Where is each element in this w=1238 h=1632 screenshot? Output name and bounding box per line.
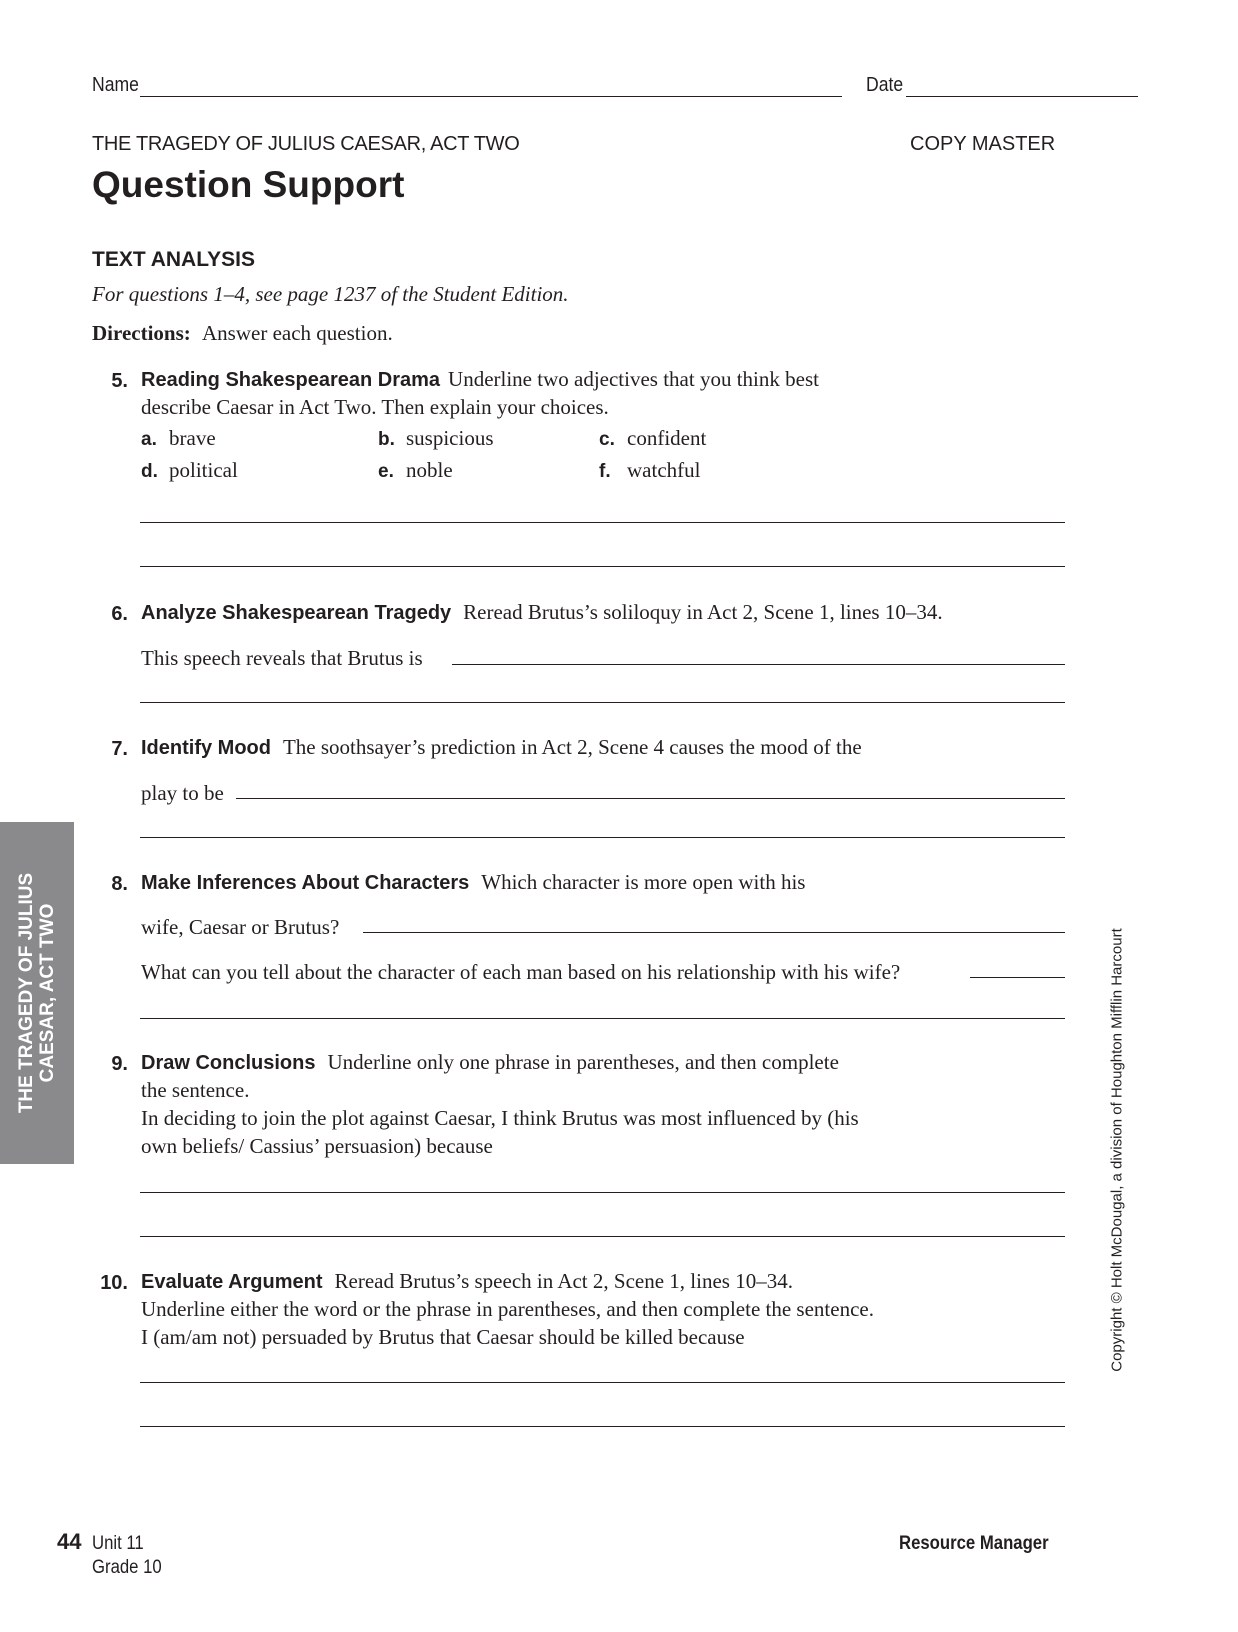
date-label: Date (866, 74, 904, 96)
question-7-heading: Identify Mood (141, 737, 271, 759)
option-f[interactable]: f. watchful (599, 458, 701, 482)
question-10-heading: Evaluate Argument (141, 1271, 323, 1293)
question-number-9: 9. (111, 1053, 128, 1075)
question-8-line-2: wife, Caesar or Brutus? (141, 915, 340, 939)
option-c[interactable]: c. confident (599, 426, 707, 450)
answer-line[interactable] (140, 837, 1065, 838)
answer-line[interactable] (363, 932, 1065, 933)
name-label: Name (92, 74, 139, 96)
option-b[interactable]: b. suspicious (378, 426, 494, 450)
question-10-line-1: Evaluate Argument Reread Brutus’s speech in Act 2, Scene 1, lines 10–34. (141, 1269, 793, 1293)
question-9-line-4: own beliefs/ Cassius’ persuasion) because (141, 1134, 493, 1158)
resource-manager-label: Resource Manager (899, 1533, 1049, 1554)
answer-line[interactable] (140, 1192, 1065, 1193)
question-7-line-2: play to be (141, 781, 224, 805)
answer-line[interactable] (970, 977, 1065, 978)
unit-label: Unit 11 (92, 1533, 144, 1554)
directions-text: Answer each question. (202, 321, 393, 345)
question-7-line-1: Identify Mood The soothsayer’s prediction in Act 2, Scene 4 causes the mood of the (141, 735, 862, 759)
question-5-line-1: Reading Shakespearean Drama Underline two adjectives that you think best (141, 367, 819, 391)
question-9-line-2: the sentence. (141, 1078, 250, 1102)
question-8-heading: Make Inferences About Characters (141, 872, 470, 894)
page-number: 44 (57, 1529, 82, 1554)
question-number-8: 8. (111, 873, 128, 895)
option-d[interactable]: d. political (141, 458, 238, 482)
answer-line[interactable] (140, 1018, 1065, 1019)
question-8-line-1: Make Inferences About Characters Which character is more open with his (141, 870, 806, 894)
answer-line[interactable] (236, 798, 1065, 799)
directions-label: Directions: (92, 321, 191, 345)
question-10-line-2: Underline either the word or the phrase in parentheses, and then complete the sentence. (141, 1297, 874, 1321)
question-6-heading: Analyze Shakespearean Tragedy (141, 602, 452, 624)
question-number-10: 10. (100, 1272, 128, 1294)
question-10-line-3: I (am/am not) persuaded by Brutus that Caesar should be killed because (141, 1325, 745, 1349)
answer-line[interactable] (140, 522, 1065, 523)
copy-master-label: COPY MASTER (910, 133, 1056, 155)
directions (92, 321, 393, 346)
question-5-line-2: describe Caesar in Act Two. Then explain your choices. (141, 395, 609, 419)
question-number-7: 7. (111, 738, 128, 760)
student-edition-note: For questions 1–4, see page 1237 of the Student Edition. (92, 282, 569, 306)
answer-line[interactable] (140, 566, 1065, 567)
date-field-line[interactable] (906, 96, 1138, 97)
question-6-line-2: This speech reveals that Brutus is (141, 646, 423, 670)
question-5-heading: Reading Shakespearean Drama (141, 369, 441, 391)
answer-line[interactable] (140, 1426, 1065, 1427)
question-9-line-3: In deciding to join the plot against Caesar, I think Brutus was most influenced by (his (141, 1106, 859, 1130)
option-a[interactable]: a. brave (141, 426, 216, 450)
question-number-6: 6. (111, 603, 128, 625)
answer-line[interactable] (140, 1236, 1065, 1237)
page-title: Question Support (92, 164, 405, 205)
answer-line[interactable] (452, 664, 1065, 665)
grade-label: Grade 10 (92, 1557, 162, 1578)
name-field-line[interactable] (140, 96, 842, 97)
question-9-line-1: Draw Conclusions Underline only one phrase in parentheses, and then complete (141, 1050, 839, 1074)
kicker: THE TRAGEDY OF JULIUS CAESAR, ACT TWO (92, 133, 520, 155)
side-tab-label: THE TRAGEDY OF JULIUS CAESAR, ACT TWO (16, 872, 58, 1114)
question-8-line-3: What can you tell about the character of each man based on his relationship with his wife? (141, 960, 901, 984)
section-heading: TEXT ANALYSIS (92, 248, 255, 271)
answer-line[interactable] (140, 702, 1065, 703)
question-number-5: 5. (111, 370, 128, 392)
copyright-notice: Copyright © Holt McDougal, a division of Houghton Mifflin Harcourt (1108, 928, 1126, 1372)
answer-line[interactable] (140, 1382, 1065, 1383)
option-e[interactable]: e. noble (378, 458, 453, 482)
side-tab (0, 822, 74, 1164)
question-9-heading: Draw Conclusions (141, 1052, 316, 1074)
question-6-line-1: Analyze Shakespearean Tragedy Reread Brutus’s soliloquy in Act 2, Scene 1, lines 10–34. (141, 600, 943, 624)
